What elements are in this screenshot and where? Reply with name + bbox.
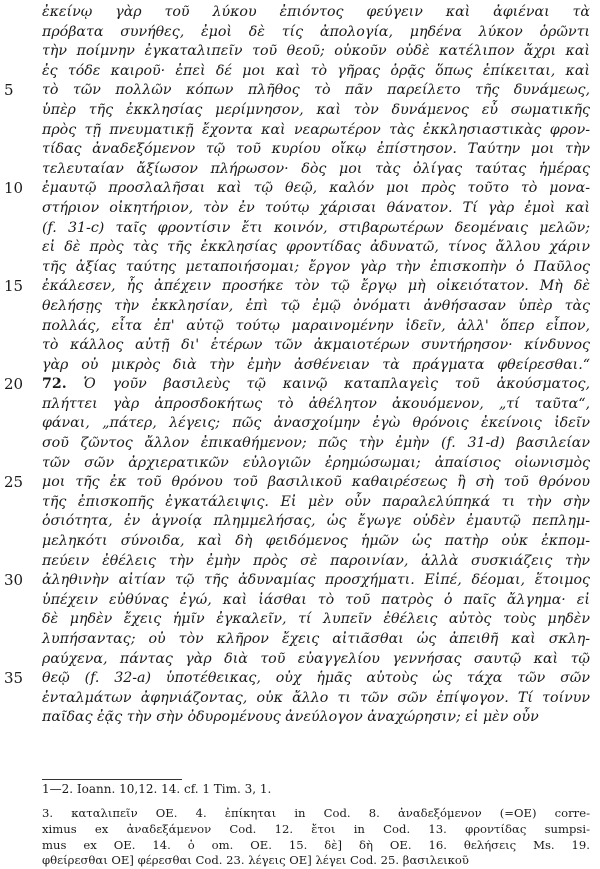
critical-apparatus [42,806,590,869]
text-line [42,552,590,572]
text-line [42,101,590,121]
line-text: τελευταίαν ἄξίωσον πλήρωσον· δὸς μοι τὰς ὀλίγας ταύτας ἡμέρας [42,160,590,177]
text-line [4,571,590,591]
apparatus-line: ximus ex ἀναδεξάμενον Cod. 12. ἔτοι in Cod. 13. φροντίδας sumpsi- [42,821,590,836]
line-text: ἐνταλμάτων ἀφηνιάζοντας, οὐκ ἄλλο τι τῶν σῶν ἐπίψογον. Τί τοίνυν [42,689,590,706]
text-line [42,23,590,43]
text-line [4,375,590,395]
source-notes-line: 1—2. Ioann. 10,12. 14. cf. 1 Tim. 3, 1. [42,782,272,796]
line-text: πεύειν ἐθέλεις τὴν ἐμὴν πρὸς σὲ παροινίαν, ἀλλὰ συσκιάζεις τὴν [42,552,590,569]
text-line [42,258,590,278]
text-line [4,81,590,101]
line-text: ἐκείνῳ γὰρ τοῦ λύκου ἐπιόντος φεύγειν καὶ ἀφιέναι τὰ [42,4,590,20]
text-line [42,140,590,160]
line-text: ραύχενα, πάντας γὰρ διὰ τοῦ εὐαγγελίου γεννήσας σαυτῷ καὶ τῷ [42,650,590,667]
line-text: θεῷ (f. 32-a) ὑποτέθεικας, οὐχ ἡμᾶς αὐτοὺς ὡς τάχα τῶν σῶν [42,670,590,687]
text-line [42,160,590,180]
text-line [42,356,590,376]
text-line [42,121,590,141]
text-line [42,689,590,709]
line-text: εἰ δὲ πρὸς τὰς τῆς ἐκκλησίας φροντίδας ἀδυνατῶ, τίνος ἄλλου χάριν [42,239,590,256]
text-line [42,3,590,23]
text-line [42,650,590,670]
line-text: σοῦ ζῶντος ἄλλον ἐπικαθήμενον; πῶς τὴν ἐμὴν (f. 31-d) βασιλείαν [42,435,590,452]
line-text: μεληκότι σύνοιδα, καὶ δὴ φειδόμενος ἡμῶν ὡς πατὴρ οὐκ ἐκπομ- [42,533,590,550]
text-line [4,277,590,297]
line-text: τῆς ἐπισκοπῆς ἐγκατάλειψις. Εἰ μὲν οὖν παραλελύπηκά τι τὴν σὴν [42,493,590,510]
line-text: τὴν ποίμνην ἐγκαταλιπεῖν τοῦ θεοῦ; οὐκοῦν οὐδὲ κατέλιπον ἄχρι καὶ [42,43,590,60]
line-number: 15 [4,277,24,296]
text-line [42,414,590,434]
paragraph-number: 72. [42,376,67,393]
text-line [42,434,590,454]
line-text: ὑπέχειν εὐθύνας ἐγώ, καὶ ἰάσθαι τὸ τοῦ πατρὸς ὁ παῖς ἄλγημα· εἰ [42,591,590,608]
line-number: 30 [4,571,24,590]
apparatus-line: φθείρεσθαι OE] φέρεσθαι Cod. 23. λέγεις OE] λέγει Cod. 25. βασιλεικοῦ [42,853,469,868]
text-line [42,199,590,219]
line-text: πλήττει γὰρ ἀπροσδοκήτως τὸ ἀθέλητον ἀκουόμενον, „τί ταῦτα“, [42,395,590,412]
line-text: ὁσιότητα, ἐν ἀγνοίᾳ πλημμελήσας, ὡς ἔγωγε οὐδὲν ἐμαυτῷ πεπλημ- [42,513,590,530]
text-line [42,708,590,728]
apparatus-line: mus ex OE. 14. ὁ om. OE. 15. δὲ] δὴ OE. 16. θελήσεις Ms. 19. [42,837,590,852]
text-line [42,317,590,337]
line-text: πρόβατα συνήθες, ἐμοὶ δὲ τίς ἀπολογία, μηδένα λύκον ὁρῶντι [42,23,590,40]
line-number: 20 [4,375,24,394]
text-line [42,395,590,415]
text-line [42,454,590,474]
line-text: ἐς τόδε καιροῦ· ἐπεὶ δέ μοι καὶ τὸ γῆρας ὁρᾷς ὅπως ἐπίκειται, καὶ [42,62,590,79]
line-text: ἐμαυτῷ προσλαλῆσαι καὶ τῷ θεῷ, καλόν μοι πρὸς τοῦτο τὸ μονα- [42,180,590,197]
line-text: δὲ μηδὲν ἔχεις ἡμῖν ἐγκαλεῖν, τί λυπεῖν ἐθέλεις αὐτὸς τοὺς μηδὲν [42,611,590,628]
main-text [4,3,590,728]
line-text: πρὸς τῇ πνευματικῇ ἔχοντα καὶ νεαρωτέρον τὰς ἐκκλησιαστικὰς φρον- [42,121,590,138]
line-number: 5 [4,81,14,100]
line-text: θελήσῃς τὴν ἐκκλησίαν, ἐπὶ τῷ ἐμῷ ὀνόματι ἀνθήσασαν ὑπὲρ τὰς [42,297,590,314]
line-text: πολλάς, εἶτα ἐπ' αὐτῷ τούτῳ μαραινομένην ἰδεῖν, ἀλλ' ὅπερ εἶπον, [42,317,590,334]
line-text: γὰρ οὐ μικρὸς διὰ τὴν ἐμὴν ἀσθένειαν τὰ πράγματα φθείρεσθαι.“ [42,356,590,373]
line-text: λυπήσαντας; οὐ τὸν κλῆρον ἔχεις αἰτιᾶσθαι ὡς ἀπειθῆ καὶ σκλη- [42,631,590,647]
line-text: τῆς ἀξίας ταύτης μεταποιήσομαι; ἔργον γὰρ τὴν ἐπισκοπὴν ὁ Παῦλος [42,258,590,275]
text-line [42,610,590,630]
text-line [42,512,590,532]
line-text: ὑπὲρ τῆς ἐκκλησίας μερίμνησον, καὶ τὸν δυνάμενος εὖ σωματικῆς [42,101,590,118]
line-text: ἐκάλεσεν, ἧς ἀπέχειν προσήκε τὸν τῷ ἔργῳ μὴ οἰκειότατον. Μὴ δὲ [42,278,590,295]
line-text: τῶν σῶν ἀρχιερατικῶν εὐλογιῶν ἐρημώσωμαι; ἀπαίσιος οἰωνισμὸς [42,454,590,471]
text-line [4,179,590,199]
text-line [42,297,590,317]
text-line [42,532,590,552]
line-text: φάναι, „πάτερ, λέγεις; πῶς ἀνασχοίμην ἐγὼ θρόνοις ἐκείνοις ἰδεῖν [42,415,590,432]
text-line [42,62,590,82]
text-line [4,473,590,493]
line-number: 35 [4,669,24,688]
line-text: (f. 31-c) ταῖς φροντίσιν ἔτι κοινόν, στιβαρωτέρων δεομέναις μελῶν; [42,219,590,236]
line-number: 10 [4,179,24,198]
text-line [42,42,590,62]
line-text: τὸ κάλλος αὐτῇ δι' ἑτέρων τῶν ἀκμαιοτέρων συντήρησον· κίνδυνος [42,337,590,354]
line-text: ἀληθινὴν αἰτίαν τῷ τῆς ἀδυναμίας προσχήματι. Εἰπέ, δέομαι, ἕτοιμος [42,572,590,589]
text-line [42,493,590,513]
line-text: Ὁ γοῦν βασιλεὺς τῷ καινῷ καταπλαγεὶς τοῦ ἀκούσματος, [83,376,590,393]
text-line [42,219,590,239]
line-text: στήριον οἰκητήριον, τὸν ἐν τούτῳ χάρισαι θάνατον. Τί γὰρ ἐμοὶ καὶ [42,199,590,216]
apparatus-line: 3. καταλιπεῖν OE. 4. ἐπίκηται in Cod. 8. ἀναδεξόμενον (=OE) corre- [42,806,590,820]
footnote-separator [42,779,182,780]
text-line [42,336,590,356]
text-line [42,591,590,611]
line-text: παῖδας ἐᾷς τὴν σὴν ὀδυρομένους ἀνεύλογον ἀναχώρησιν; εἰ μὲν οὖν [42,709,539,726]
text-line [4,669,590,689]
text-line [42,238,590,258]
line-number: 25 [4,473,24,492]
line-text: μοι τῆς ἐκ τοῦ θρόνου τοῦ βασιλικοῦ καθαιρέσεως ἢ σὴ τοῦ θρόνου [42,474,590,491]
line-text: τίδας ἀναδεξόμενον τῷ τοῦ κυρίου οἴκῳ ἐπίστησον. Ταύτην μοι τὴν [42,141,590,158]
source-notes [42,782,590,797]
text-line [42,630,590,650]
line-text: τὸ τῶν πολλῶν κόπων πλῆθος τὸ πᾶν παρείλετο τῆς δυνάμεως, [42,82,590,99]
